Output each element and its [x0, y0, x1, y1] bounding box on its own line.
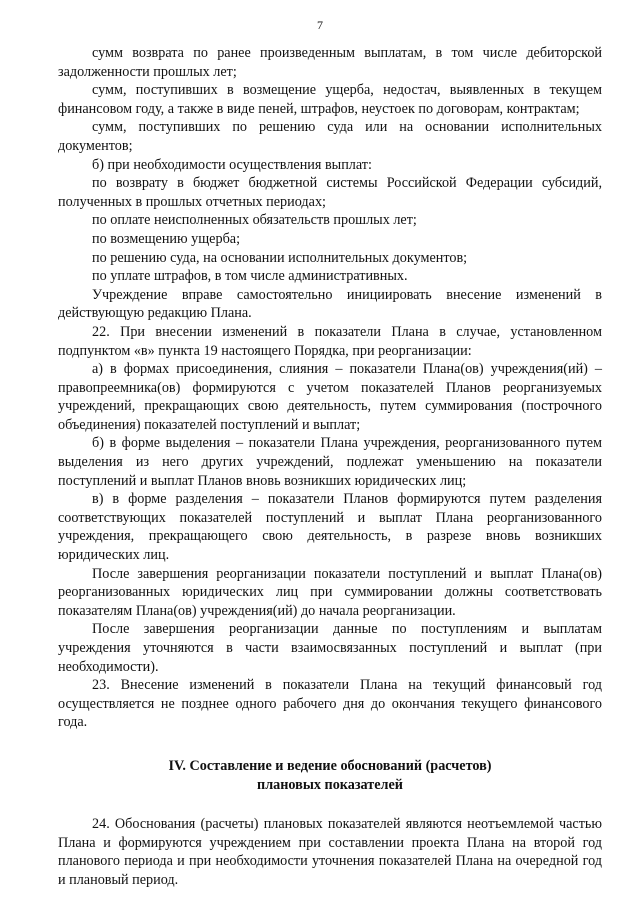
paragraph: После завершения реорганизации данные по поступлениям и выплатам учреждения уточняются в части взаимосвязанных поступлений и выплат (при необходимости). — [58, 621, 602, 675]
document-body — [58, 44, 602, 890]
page-number: 7 — [317, 18, 323, 32]
paragraph: После завершения реорганизации показатели поступлений и выплат Плана(ов) реорганизованных юридических лиц при суммировании должны соответствовать показателям Плана(ов) учреждения(ий) до начала реорганизации. — [58, 565, 602, 619]
paragraph: по оплате неисполненных обязательств прошлых лет; — [92, 212, 417, 229]
paragraph: сумм, поступивших в возмещение ущерба, недостач, выявленных в текущем финансовом году, а также в виде пеней, штрафов, неустоек по договорам, контрактам; — [58, 82, 602, 117]
paragraph: по возврату в бюджет бюджетной системы Российской Федерации субсидий, полученных в прошлых отчетных периодах; — [58, 175, 602, 210]
paragraph: б) при необходимости осуществления выплат: — [92, 156, 372, 173]
section-heading-line-1: IV. Составление и ведение обоснований (расчетов) — [168, 757, 492, 774]
paragraph: б) в форме выделения – показатели Плана учреждения, реорганизованного путем выделения из него других учреждений, подлежат уменьшению на показатели поступлений и выплат Планов вновь возникших юридических лиц; — [58, 435, 602, 489]
paragraph: сумм возврата по ранее произведенным выплатам, в том числе дебиторской задолженности прошлых лет; — [58, 45, 602, 80]
paragraph: по уплате штрафов, в том числе административных. — [92, 268, 408, 285]
paragraph: Учреждение вправе самостоятельно инициировать внесение изменений в действующую редакцию Плана. — [58, 286, 602, 322]
paragraph: 22. При внесении изменений в показатели Плана в случае, установленном подпунктом «в» пункта 19 настоящего Порядка, при реорганизации: — [58, 323, 602, 359]
paragraph: по решению суда, на основании исполнительных документов; — [92, 249, 468, 266]
paragraph-24: 24. Обоснования (расчеты) плановых показателей являются неотъемлемой частью Плана и формируются учреждением при составлении проекта Плана на второй год планового периода и при необходимости уточнения показателей Плана на очередной год и плановый период. — [58, 816, 602, 888]
paragraph: в) в форме разделения – показатели Планов формируются путем разделения соответствующих показателей поступлений и выплат Плана реорганизованного учреждения, прекращающего свою деятельность, в разрезе вновь возникших юридических лиц. — [58, 491, 602, 564]
paragraph: 23. Внесение изменений в показатели Плана на текущий финансовый год осуществляется не позднее одного рабочего дня до окончания текущего финансового года. — [58, 677, 602, 731]
paragraph: по возмещению ущерба; — [92, 230, 241, 247]
section-heading — [58, 757, 602, 794]
paragraph: а) в формах присоединения, слияния – показатели Плана(ов) учреждения(ий) – правопреемника(ов) формируются с учетом показателей Планов реорганизуемых учреждений, прекращающих свою деятельность, путем суммирования (построчного объединения) показателей поступлений и выплат; — [58, 361, 602, 433]
section-heading-line-2: плановых показателей — [257, 776, 403, 793]
paragraph: сумм, поступивших по решению суда или на основании исполнительных документов; — [58, 119, 602, 154]
